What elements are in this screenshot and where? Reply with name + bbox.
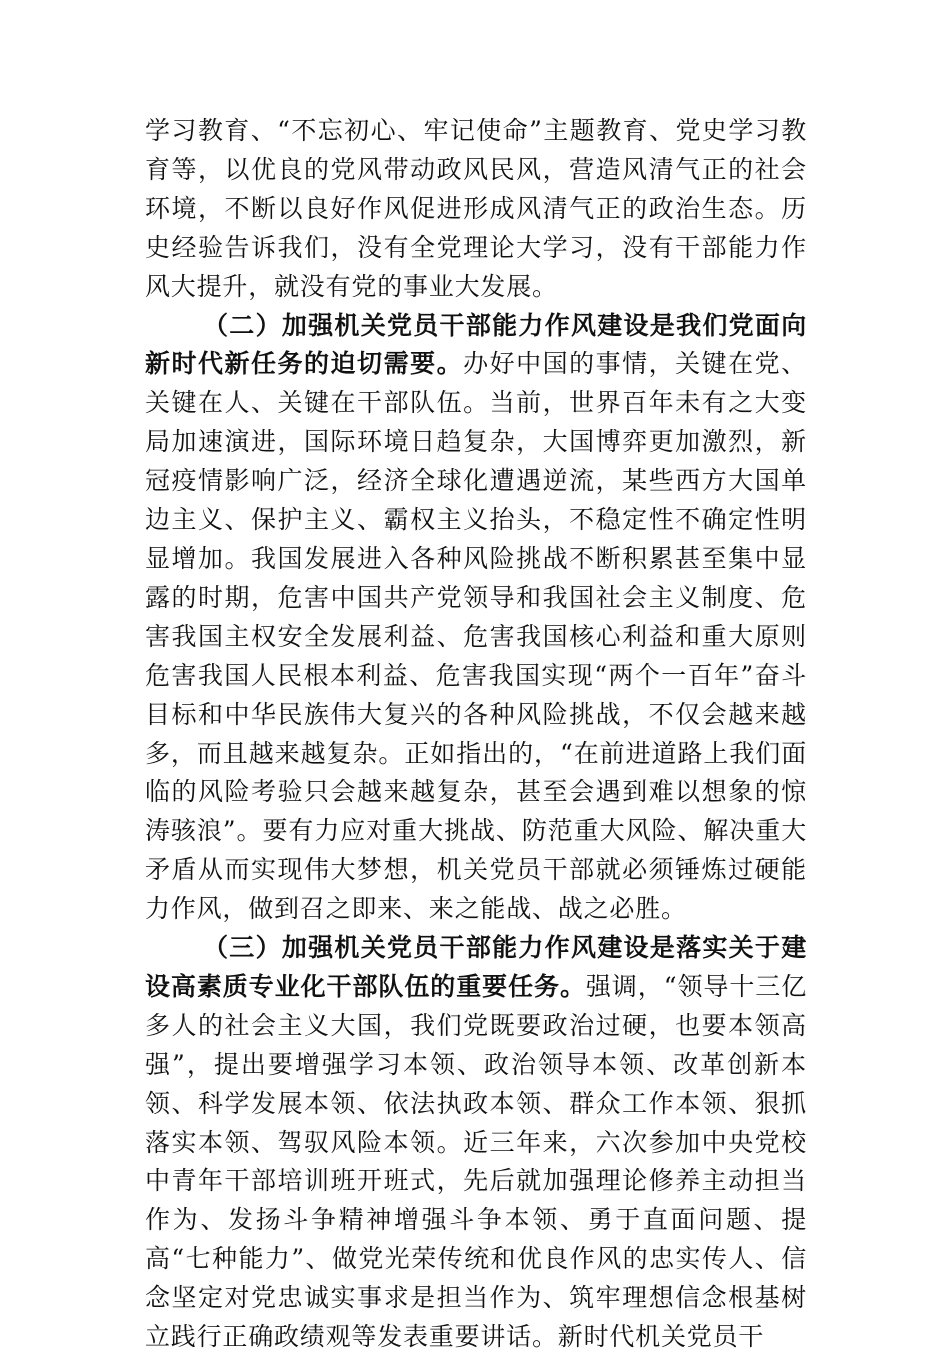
- paragraph-continuation: [145, 112, 807, 307]
- paragraph-section-2: [145, 307, 807, 930]
- section-heading-3: （三）加强机关党员干部能力作风建设是落实关于建设高素质专业化干部队伍的重要任务。: [145, 933, 807, 1001]
- paragraph-text: 学习教育、“不忘初心、牢记使命”主题教育、党史学习教育等，以优良的党风带动政风民风，营造风清气正的社会环境，不断以良好作风促进形成风清气正的政治生态。历史经验告诉我们，没有全党理论大学习，没有干部能力作风大提升，就没有党的事业大发展。: [145, 116, 807, 301]
- paragraph-section-3: [145, 929, 807, 1357]
- paragraph-text: 办好中国的事情，关键在党、关键在人、关键在干部队伍。当前，世界百年未有之大变局加速演进，国际环境日趋复杂，大国博弈更加激烈，新冠疫情影响广泛，经济全球化遭遇逆流，某些西方大国单边主义、保护主义、霸权主义抬头，不稳定性不确定性明显增加。我国发展进入各种风险挑战不断积累甚至集中显露的时期，危害中国共产党领导和我国社会主义制度、危害我国主权安全发展利益、危害我国核心利益和重大原则危害我国人民根本利益、危害我国实现“两个一百年”奋斗目标和中华民族伟大复兴的各种风险挑战，不仅会越来越多，而且越来越复杂。正如指出的，“在前进道路上我们面临的风险考验只会越来越复杂，甚至会遇到难以想象的惊涛骇浪”。要有力应对重大挑战、防范重大风险、解决重大矛盾从而实现伟大梦想，机关党员干部就必须锤炼过硬能力作风，做到召之即来、来之能战、战之必胜。: [145, 349, 807, 924]
- section-heading-2: （二）加强机关党员干部能力作风建设是我们党面向新时代新任务的迫切需要。: [145, 310, 807, 379]
- paragraph-text: 强调，“领导十三亿多人的社会主义大国，我们党既要政治过硬，也要本领高强”，提出要增强学习本领、政治领导本领、改革创新本领、科学发展本领、依法执政本领、群众工作本领、狠抓落实本领、驾驭风险本领。近三年来，六次参加中央党校中青年干部培训班开班式，先后就加强理论修养主动担当作为、发扬斗争精神增强斗争本领、勇于直面问题、提高“七种能力”、做党光荣传统和优良作风的忠实传人、信念坚定对党忠诚实事求是担当作为、筑牢理想信念根基树立践行正确政绩观等发表重要讲话。新时代机关党员干: [145, 971, 807, 1352]
